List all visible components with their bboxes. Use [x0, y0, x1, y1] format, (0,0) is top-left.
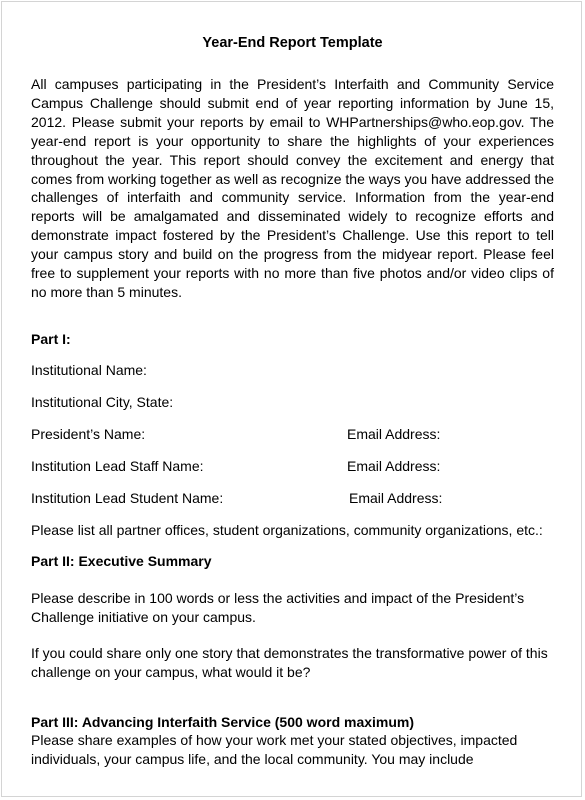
story-prompt: If you could share only one story that demonstrates the transformative power of this challenge on your campus, what would it be? — [31, 645, 548, 680]
lead-staff-row — [31, 457, 204, 475]
interfaith-service-prompt: Please share examples of how your work met your stated objectives, impacted individuals, your campus life, and the local community. You may include — [31, 732, 518, 767]
lead-student-email-label: Email Address: — [349, 490, 443, 506]
part3-heading: Part III: Advancing Interfaith Service (500 word maximum) — [31, 714, 415, 730]
lead-student-row — [31, 489, 223, 507]
lead-staff-name-label: Institution Lead Staff Name: — [31, 458, 204, 474]
document-title: Year-End Report Template — [202, 35, 383, 51]
institutional-name-label: Institutional Name: — [31, 362, 147, 378]
president-email-label: Email Address: — [347, 426, 441, 442]
part1-heading: Part I: — [31, 331, 71, 347]
lead-student-name-label: Institution Lead Student Name: — [31, 490, 224, 506]
executive-summary-prompt: Please describe in 100 words or less the activities and impact of the President’s Challenge initiative on your campus. — [31, 590, 525, 625]
part2-heading: Part II: Executive Summary — [31, 553, 212, 569]
lead-staff-email-label: Email Address: — [347, 458, 441, 474]
intro-paragraph: All campuses participating in the President’s Interfaith and Community Service Campus Challenge should submit end of year reporting information by June 15, 2012. Please submit your reports by email to WHPartnerships@who.eop.gov. The year-end report is your opportunity to share the highlights of your experiences throughout the year. This report should convey the excitement and energy that comes from working together as well as recognize the ways you have addressed the challenges of interfaith and community service. Information from the year-end reports will be amalgamated and disseminated widely to recognize efforts and demonstrate impact fostered by the President’s Challenge. Use this report to tell your campus story and build on the progress from the midyear report. Please feel free to supplement your reports with no more than five photos and/or video clips of no more than 5 minutes. — [31, 76, 554, 300]
president-name-label: President’s Name: — [31, 426, 146, 442]
institutional-city-label: Institutional City, State: — [31, 394, 174, 410]
president-name-row — [31, 425, 145, 443]
partner-prompt: Please list all partner offices, student organizations, community organizations, etc.: — [31, 522, 543, 538]
